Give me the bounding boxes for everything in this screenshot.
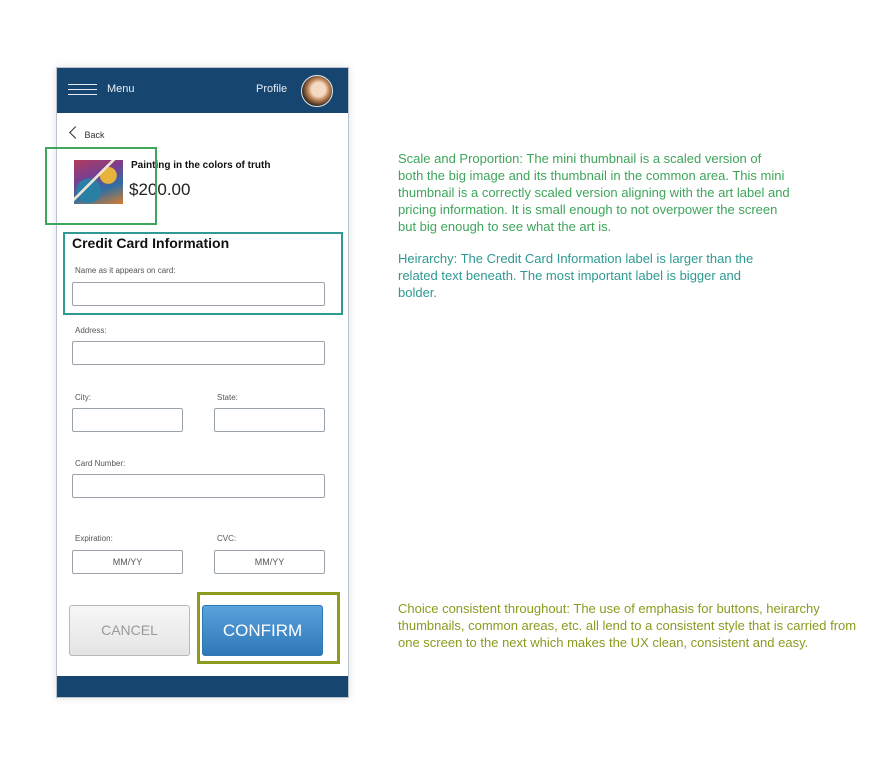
card-number-label: Card Number: <box>75 459 126 468</box>
expiration-label: Expiration: <box>75 534 113 543</box>
address-label: Address: <box>75 326 107 335</box>
credit-card-section-title: Credit Card Information <box>72 235 230 251</box>
city-field[interactable] <box>72 408 183 432</box>
bottom-bar <box>57 676 348 697</box>
scale-annotation: Scale and Proportion: The mini thumbnail is a scaled version of both the big image and its thumbnail in the common area. This mini thumbnail is a correctly scaled version aligning with the art label and pricing information. It is small enough to not overpower the screen but big enough to see what the art is. <box>398 151 790 234</box>
state-field[interactable] <box>214 408 325 432</box>
profile-label[interactable]: Profile <box>256 83 288 95</box>
top-nav-bar <box>57 68 348 113</box>
card-number-field[interactable] <box>72 474 325 498</box>
address-field[interactable] <box>72 341 325 365</box>
name-label: Name as it appears on card: <box>75 266 176 275</box>
back-button[interactable] <box>71 129 105 140</box>
state-label: State: <box>217 393 238 402</box>
avatar[interactable] <box>301 75 333 107</box>
hierarchy-annotation: Heirarchy: The Credit Card Information label is larger than the related text beneath. The most important label is bigger and bolder. <box>398 251 754 300</box>
scale-highlight-box <box>45 147 157 225</box>
confirm-button[interactable]: CONFIRM <box>202 605 323 656</box>
consistency-highlight-box <box>197 592 340 664</box>
menu-label[interactable]: Menu <box>107 83 135 95</box>
consistency-annotation: Choice consistent throughout: The use of emphasis for buttons, heirarchy thumbnails, common areas, etc. all lend to a consistent style that is carried from one screen to the next which makes the UX clean, consistent and easy. <box>398 601 857 650</box>
city-label: City: <box>75 393 91 402</box>
back-label: Back <box>84 130 105 140</box>
cvc-label: CVC: <box>217 534 237 543</box>
chevron-left-icon <box>69 126 82 139</box>
expiration-field[interactable]: MM/YY <box>72 550 183 574</box>
artwork-price: $200.00 <box>129 180 191 199</box>
hierarchy-highlight-box <box>63 232 343 315</box>
cvc-field[interactable]: MM/YY <box>214 550 325 574</box>
cancel-button[interactable]: CANCEL <box>69 605 190 656</box>
artwork-title: Painting in the colors of truth <box>131 160 271 171</box>
hamburger-menu-icon[interactable] <box>68 84 97 96</box>
